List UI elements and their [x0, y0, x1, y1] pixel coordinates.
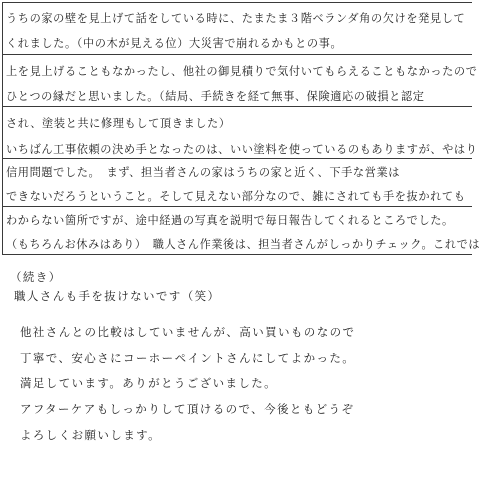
- lower-line-4: 満足しています。ありがとうございました。: [20, 376, 278, 390]
- upper-line-9: わからない箇所ですが、途中経過の写真を説明で毎日報告してくれるところでした。: [6, 214, 454, 227]
- upper-line-4: ひとつの縁だと思いました。（結局、手続きを経て無事、保険適応の破損と認定: [6, 90, 425, 103]
- rule-line: [2, 254, 472, 255]
- lower-line-2: 他社さんとの比較はしていませんが、高い買いものなので: [20, 325, 356, 339]
- rule-line: [2, 206, 472, 207]
- upper-line-7: 信用問題でした。 まず、担当者さんの家はうちの家と近く、下手な営業は: [6, 166, 401, 179]
- lower-line-1: 職人さんも手を抜けないです（笑）: [14, 289, 221, 303]
- lower-line-3: 丁寧で、安心さにコーホーペイントさんにしてよかった。: [20, 351, 356, 365]
- lower-line-6: よろしくお願いします。: [20, 428, 161, 442]
- upper-line-10: （もちろんお休みはあり） 職人さん作業後は、担当者さんがしっかりチェック。これでは: [6, 238, 481, 251]
- upper-line-1: うちの家の壁を見上げて話をしている時に、たまたま３階ベランダ角の欠けを発見して: [6, 12, 466, 25]
- rule-line: [2, 2, 472, 3]
- lower-line-5: アフターケアもしっかりして頂けるので、今後ともどうぞ: [20, 402, 355, 416]
- rule-line: [2, 106, 472, 107]
- upper-line-8: できないだろうということ。そして見えない部分なので、雑にされても手を抜かれても: [6, 190, 466, 203]
- upper-line-6: いちばん工事依頼の決め手となったのは、いい塗料を使っているのもありますが、やはり: [6, 143, 478, 156]
- rule-line: [2, 158, 472, 159]
- upper-line-3: 上を見上げることもなかったし、他社の御見積りで気付いてもらえることもなかったので: [6, 65, 478, 78]
- upper-line-2: くれました。（中の木が見える位）大災害で崩れるかもとの事。: [6, 37, 343, 50]
- upper-line-5: され、塗装と共に修理もして頂きました）: [6, 117, 231, 130]
- box-left-edge: [2, 2, 3, 254]
- continued-marker: （続き）: [10, 270, 62, 284]
- rule-line: [2, 54, 472, 55]
